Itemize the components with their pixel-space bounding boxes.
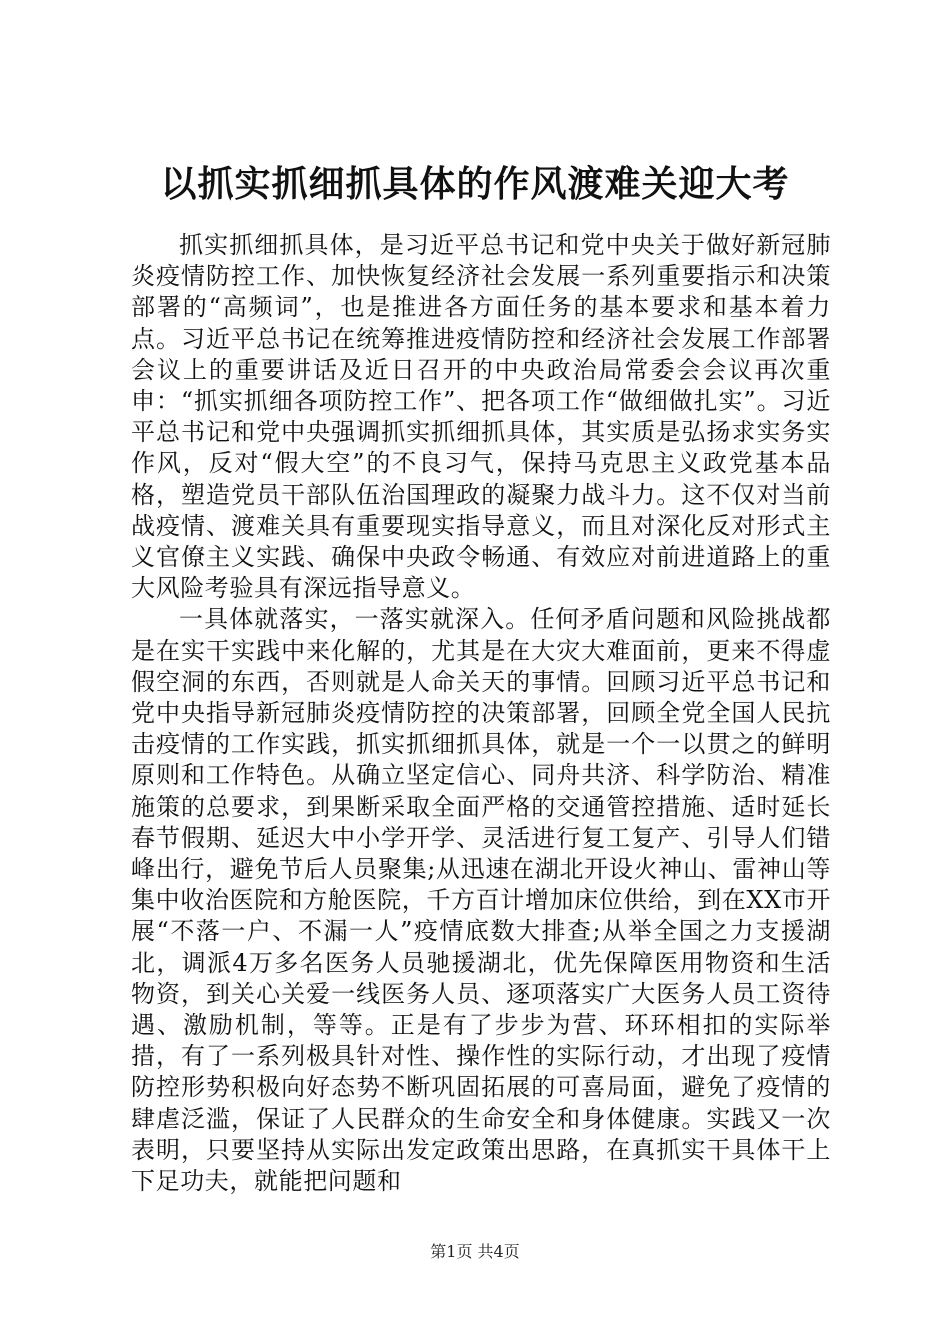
page-number-footer: 第1页 共4页 bbox=[430, 1242, 520, 1261]
document-body bbox=[131, 230, 831, 1197]
document-title: 以抓实抓细抓具体的作风渡难关迎大考 bbox=[160, 163, 790, 205]
paragraph-1: 抓实抓细抓具体，是习近平总书记和党中央关于做好新冠肺炎疫情防控工作、加快恢复经济社会发展一系列重要指示和决策部署的“高频词”，也是推进各方面任务的基本要求和基本着力点。习近平总书记在统筹推进疫情防控和经济社会发展工作部署会议上的重要讲话及近日召开的中央政治局常委会会议再次重申：“抓实抓细各项防控工作”、把各项工作“做细做扎实”。习近平总书记和党中央强调抓实抓细抓具体，其实质是弘扬求实务实作风，反对“假大空”的不良习气，保持马克思主义政党基本品格，塑造党员干部队伍治国理政的凝聚力战斗力。这不仅对当前战疫情、渡难关具有重要现实指导意义，而且对深化反对形式主义官僚主义实践、确保中央政令畅通、有效应对前进道路上的重大风险考验具有深远指导意义。 bbox=[131, 231, 831, 603]
paragraph-2: 一具体就落实，一落实就深入。任何矛盾问题和风险挑战都是在实干实践中来化解的，尤其是在大灾大难面前，更来不得虚假空洞的东西，否则就是人命关天的事情。回顾习近平总书记和党中央指导新冠肺炎疫情防控的决策部署，回顾全党全国人民抗击疫情的工作实践，抓实抓细抓具体，就是一个一以贯之的鲜明原则和工作特色。从确立坚定信心、同舟共济、科学防治、精准施策的总要求，到果断采取全面严格的交通管控措施、适时延长春节假期、延迟大中小学开学、灵活进行复工复产、引导人们错峰出行，避免节后人员聚集;从迅速在湖北开设火神山、雷神山等集中收治医院和方舱医院，千方百计增加床位供给，到在XX市开展“不落一户、不漏一人”疫情底数大排查;从举全国之力支援湖北，调派4万多名医务人员驰援湖北，优先保障医用物资和生活物资，到关心关爱一线医务人员、逐项落实广大医务人员工资待遇、激励机制，等等。正是有了步步为营、环环相扣的实际举措，有了一系列极具针对性、操作性的实际行动，才出现了疫情防控形势积极向好态势不断巩固拓展的可喜局面，避免了疫情的肆虐泛滥，保证了人民群众的生命安全和身体健康。实践又一次表明，只要坚持从实际出发定政策出思路，在真抓实干具体干上下足功夫，就能把问题和 bbox=[131, 605, 831, 1196]
